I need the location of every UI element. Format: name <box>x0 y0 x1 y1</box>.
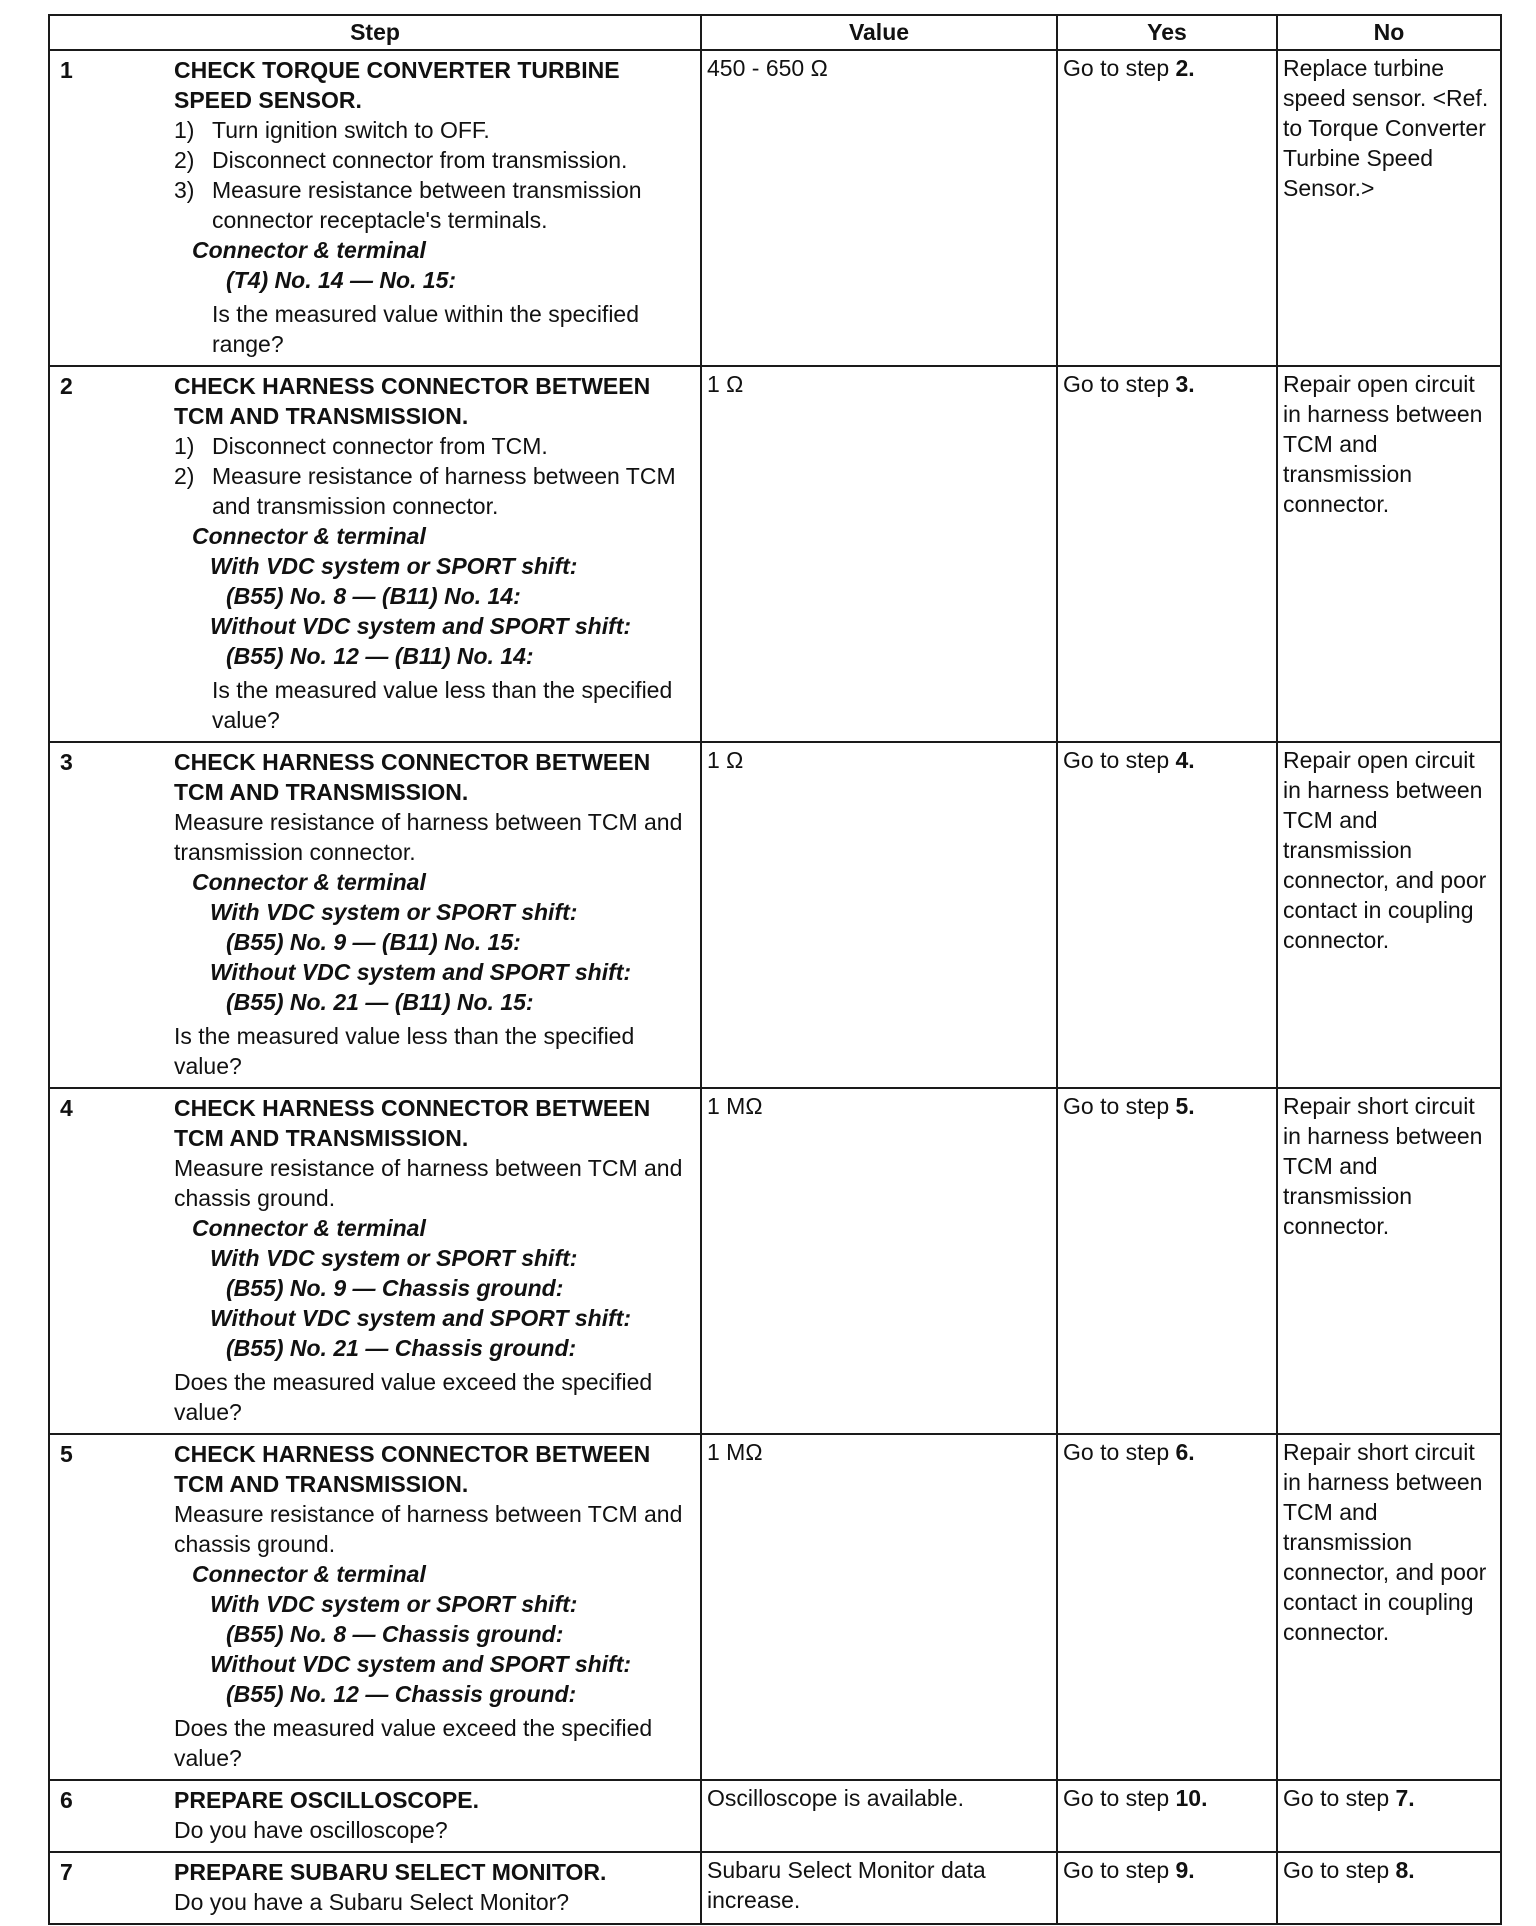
table-row <box>49 1434 1501 1780</box>
yes-step: 6. <box>1175 1439 1195 1465</box>
substep-number: 3) <box>174 177 195 203</box>
value-cell: 450 - 650 Ω <box>701 50 1057 366</box>
table-row <box>49 366 1501 742</box>
step-intro: Measure resistance of harness between TCM and chassis ground. <box>174 1155 683 1211</box>
step-question: Is the measured value less than the specified value? <box>212 677 673 733</box>
step-cell <box>49 1088 701 1434</box>
no-step: 8. <box>1395 1857 1415 1883</box>
header-no: No <box>1277 15 1501 50</box>
header-step: Step <box>49 15 701 50</box>
no-step: 7. <box>1395 1785 1415 1811</box>
connector-line: (T4) No. 14 — No. 15: <box>226 267 457 293</box>
substep-text: Disconnect connector from transmission. <box>212 147 628 173</box>
without-line: (B55) No. 21 — (B11) No. 15: <box>226 989 534 1015</box>
yes-prefix: Go to step <box>1063 55 1176 81</box>
without-label: Without VDC system and SPORT shift: <box>210 959 632 985</box>
yes-prefix: Go to step <box>1063 371 1176 397</box>
connector-label: Connector & terminal <box>192 523 426 549</box>
step-title: PREPARE OSCILLOSCOPE. <box>174 1787 480 1813</box>
substep-number: 1) <box>174 117 195 143</box>
header-row <box>49 15 1501 50</box>
step-number: 7 <box>60 1859 73 1885</box>
without-line: (B55) No. 12 — (B11) No. 14: <box>226 643 534 669</box>
step-cell <box>49 1852 701 1924</box>
yes-step: 9. <box>1175 1857 1195 1883</box>
yes-cell <box>1057 1852 1277 1924</box>
with-line: (B55) No. 9 — (B11) No. 15: <box>226 929 521 955</box>
step-title: CHECK TORQUE CONVERTER TURBINE SPEED SENSOR. <box>174 57 620 113</box>
step-title: CHECK HARNESS CONNECTOR BETWEEN TCM AND TRANSMISSION. <box>174 373 651 429</box>
with-line: (B55) No. 8 — (B11) No. 14: <box>226 583 521 609</box>
step-number: 4 <box>60 1095 73 1121</box>
step-number: 3 <box>60 749 73 775</box>
yes-step: 5. <box>1175 1093 1195 1119</box>
yes-cell <box>1057 1780 1277 1852</box>
step-question: Do you have oscilloscope? <box>174 1817 448 1843</box>
without-line: (B55) No. 21 — Chassis ground: <box>226 1335 577 1361</box>
step-question: Is the measured value within the specified range? <box>212 301 640 357</box>
value-cell: Subaru Select Monitor data increase. <box>701 1852 1057 1924</box>
value-cell: 1 MΩ <box>701 1434 1057 1780</box>
without-label: Without VDC system and SPORT shift: <box>210 1651 632 1677</box>
without-line: (B55) No. 12 — Chassis ground: <box>226 1681 577 1707</box>
no-cell: Repair open circuit in harness between TCM and transmission connector. <box>1277 366 1501 742</box>
step-cell <box>49 742 701 1088</box>
step-question: Do you have a Subaru Select Monitor? <box>174 1889 570 1915</box>
no-cell: Repair short circuit in harness between TCM and transmission connector, and poor contact in coupling connector. <box>1277 1434 1501 1780</box>
step-intro: Measure resistance of harness between TCM and chassis ground. <box>174 1501 683 1557</box>
yes-step: 3. <box>1175 371 1195 397</box>
step-cell <box>49 1780 701 1852</box>
step-cell <box>49 50 701 366</box>
connector-label: Connector & terminal <box>192 869 426 895</box>
table-row <box>49 742 1501 1088</box>
step-number: 1 <box>60 57 73 83</box>
yes-prefix: Go to step <box>1063 1857 1176 1883</box>
table-row <box>49 50 1501 366</box>
step-title: CHECK HARNESS CONNECTOR BETWEEN TCM AND TRANSMISSION. <box>174 749 651 805</box>
step-title: CHECK HARNESS CONNECTOR BETWEEN TCM AND TRANSMISSION. <box>174 1095 651 1151</box>
yes-prefix: Go to step <box>1063 1439 1176 1465</box>
without-label: Without VDC system and SPORT shift: <box>210 613 632 639</box>
with-label: With VDC system or SPORT shift: <box>210 899 578 925</box>
yes-prefix: Go to step <box>1063 747 1176 773</box>
yes-cell <box>1057 50 1277 366</box>
yes-cell <box>1057 1434 1277 1780</box>
yes-cell <box>1057 366 1277 742</box>
step-cell <box>49 1434 701 1780</box>
step-question: Does the measured value exceed the specified value? <box>174 1715 653 1771</box>
with-label: With VDC system or SPORT shift: <box>210 1245 578 1271</box>
step-question: Is the measured value less than the specified value? <box>174 1023 635 1079</box>
no-cell: Replace turbine speed sensor. <Ref. to Torque Converter Turbine Speed Sensor.> <box>1277 50 1501 366</box>
table-row <box>49 1852 1501 1924</box>
yes-prefix: Go to step <box>1063 1093 1176 1119</box>
substep-number: 2) <box>174 463 195 489</box>
substep-text: Turn ignition switch to OFF. <box>212 117 490 143</box>
value-cell: 1 Ω <box>701 366 1057 742</box>
step-question: Does the measured value exceed the specified value? <box>174 1369 653 1425</box>
yes-step: 2. <box>1175 55 1195 81</box>
connector-label: Connector & terminal <box>192 237 426 263</box>
no-cell: Repair open circuit in harness between TCM and transmission connector, and poor contact in coupling connector. <box>1277 742 1501 1088</box>
step-intro: Measure resistance of harness between TCM and transmission connector. <box>174 809 683 865</box>
no-cell: Repair short circuit in harness between TCM and transmission connector. <box>1277 1088 1501 1434</box>
step-number: 2 <box>60 373 73 399</box>
header-value: Value <box>701 15 1057 50</box>
no-cell <box>1277 1852 1501 1924</box>
yes-prefix: Go to step <box>1063 1785 1176 1811</box>
diagnostic-table <box>48 14 1502 1925</box>
yes-cell <box>1057 1088 1277 1434</box>
no-prefix: Go to step <box>1283 1785 1396 1811</box>
yes-step: 4. <box>1175 747 1195 773</box>
table-row <box>49 1780 1501 1852</box>
no-prefix: Go to step <box>1283 1857 1396 1883</box>
with-line: (B55) No. 8 — Chassis ground: <box>226 1621 564 1647</box>
step-number: 5 <box>60 1441 73 1467</box>
connector-label: Connector & terminal <box>192 1215 426 1241</box>
yes-step: 10. <box>1175 1785 1208 1811</box>
with-line: (B55) No. 9 — Chassis ground: <box>226 1275 564 1301</box>
yes-cell <box>1057 742 1277 1088</box>
with-label: With VDC system or SPORT shift: <box>210 553 578 579</box>
substep-text: Measure resistance between transmission connector receptacle's terminals. <box>212 177 642 233</box>
table-row <box>49 1088 1501 1434</box>
without-label: Without VDC system and SPORT shift: <box>210 1305 632 1331</box>
no-cell <box>1277 1780 1501 1852</box>
connector-label: Connector & terminal <box>192 1561 426 1587</box>
value-cell: 1 Ω <box>701 742 1057 1088</box>
substep-text: Disconnect connector from TCM. <box>212 433 548 459</box>
step-number: 6 <box>60 1787 73 1813</box>
substep-text: Measure resistance of harness between TCM and transmission connector. <box>212 463 676 519</box>
substep-number: 2) <box>174 147 195 173</box>
value-cell: 1 MΩ <box>701 1088 1057 1434</box>
step-title: PREPARE SUBARU SELECT MONITOR. <box>174 1859 607 1885</box>
with-label: With VDC system or SPORT shift: <box>210 1591 578 1617</box>
value-cell: Oscilloscope is available. <box>701 1780 1057 1852</box>
step-title: CHECK HARNESS CONNECTOR BETWEEN TCM AND TRANSMISSION. <box>174 1441 651 1497</box>
substep-number: 1) <box>174 433 195 459</box>
step-cell <box>49 366 701 742</box>
header-yes: Yes <box>1057 15 1277 50</box>
